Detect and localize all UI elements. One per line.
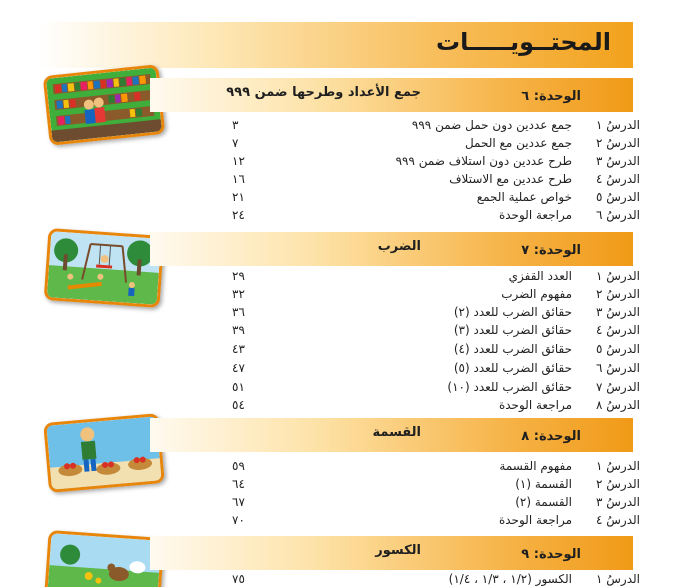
unit-6-lesson-1	[180, 116, 640, 134]
unit-8-lesson-3	[180, 493, 640, 511]
unit-6-name: جمع الأعداد وطرحها ضمن ٩٩٩	[226, 85, 421, 100]
lesson-title: القسمة (٢)	[515, 495, 572, 509]
lesson-title: مراجعة الوحدة	[498, 513, 572, 527]
lesson-number: الدرسُ ٨	[596, 398, 640, 412]
lesson-number: الدرسُ ٣	[596, 495, 640, 509]
unit-7-lesson-2	[180, 285, 640, 303]
lesson-page: ٢٩	[232, 269, 245, 283]
unit-9-header	[150, 536, 633, 570]
unit-7-lesson-3	[180, 303, 640, 321]
lesson-page: ٥٩	[232, 459, 245, 473]
lesson-title: مراجعة الوحدة	[498, 398, 572, 412]
lesson-number: الدرسُ ٥	[596, 190, 640, 204]
lesson-title: جمع عددين دون حمل ضمن ٩٩٩	[411, 118, 572, 132]
lesson-number: الدرسُ ٤	[596, 172, 640, 186]
lesson-number: الدرسُ ١	[596, 118, 640, 132]
lesson-number: الدرسُ ٣	[596, 305, 640, 319]
lesson-number: الدرسُ ٤	[596, 323, 640, 337]
contents-title-bar	[38, 22, 633, 68]
unit-7-header	[150, 232, 633, 266]
unit-7-lesson-7	[180, 378, 640, 396]
unit-8-lesson-2	[180, 475, 640, 493]
unit-8-label: الوحدة: ٨	[521, 429, 581, 444]
lesson-number: الدرسُ ٢	[596, 287, 640, 301]
unit-6-lesson-3	[180, 152, 640, 170]
unit-9-thumbnail	[43, 530, 164, 587]
lesson-title: حقائق الضرب للعدد (١٠)	[447, 380, 572, 394]
unit-7-label: الوحدة: ٧	[521, 243, 581, 258]
lesson-title: مراجعة الوحدة	[498, 208, 572, 222]
unit-9-lesson-1	[180, 570, 640, 587]
lesson-title: مفهوم القسمة	[499, 459, 572, 473]
lesson-page: ٤٣	[232, 342, 245, 356]
lesson-number: الدرسُ ٤	[596, 513, 640, 527]
lesson-title: مفهوم الضرب	[501, 287, 572, 301]
lesson-number: الدرسُ ٢	[596, 477, 640, 491]
unit-6-lesson-5	[180, 188, 640, 206]
lesson-page: ٣٢	[232, 287, 245, 301]
lesson-page: ٢٤	[232, 208, 245, 222]
unit-8-thumbnail	[43, 413, 165, 493]
lesson-title: القسمة (١)	[515, 477, 572, 491]
lesson-number: الدرسُ ٢	[596, 136, 640, 150]
lesson-number: الدرسُ ١	[596, 459, 640, 473]
unit-7-lesson-8	[180, 396, 640, 414]
unit-6-label: الوحدة: ٦	[521, 89, 581, 104]
lesson-title: طرح عددين دون استلاف ضمن ٩٩٩	[395, 154, 572, 168]
lesson-title: حقائق الضرب للعدد (٤)	[453, 342, 572, 356]
unit-6-lesson-4	[180, 170, 640, 188]
unit-6-lesson-2	[180, 134, 640, 152]
unit-9-label: الوحدة: ٩	[521, 547, 581, 562]
lesson-number: الدرسُ ١	[596, 269, 640, 283]
lesson-title: حقائق الضرب للعدد (٢)	[453, 305, 572, 319]
lesson-title: خواص عملية الجمع	[476, 190, 572, 204]
unit-8-header	[150, 418, 633, 452]
lesson-page: ٤٧	[232, 361, 245, 375]
unit-7-lesson-4	[180, 321, 640, 339]
lesson-title: حقائق الضرب للعدد (٥)	[453, 361, 572, 375]
lesson-number: الدرسُ ٣	[596, 154, 640, 168]
lesson-page: ٧٠	[232, 513, 245, 527]
unit-8-lesson-4	[180, 511, 640, 529]
lesson-page: ٥١	[232, 380, 245, 394]
lesson-page: ٣٩	[232, 323, 245, 337]
lesson-title: الكسور (١/٢ ، ١/٣ ، ١/٤)	[448, 572, 572, 586]
unit-7-name: الضرب	[377, 239, 421, 254]
lesson-title: طرح عددين مع الاستلاف	[449, 172, 572, 186]
lesson-number: الدرسُ ١	[596, 572, 640, 586]
unit-7-lesson-6	[180, 359, 640, 377]
unit-7-lesson-1	[180, 267, 640, 285]
lesson-page: ١٢	[232, 154, 245, 168]
lesson-page: ٣٦	[232, 305, 245, 319]
lesson-number: الدرسُ ٧	[596, 380, 640, 394]
unit-7-lesson-5	[180, 340, 640, 358]
unit-6-thumbnail	[43, 64, 166, 146]
lesson-page: ١٦	[232, 172, 245, 186]
unit-7-thumbnail	[44, 228, 165, 308]
lesson-number: الدرسُ ٥	[596, 342, 640, 356]
contents-title: المحتــويـــــات	[435, 28, 611, 56]
lesson-page: ٦٧	[232, 495, 245, 509]
lesson-title: جمع عددين مع الحمل	[464, 136, 572, 150]
lesson-page: ٣	[232, 118, 239, 132]
unit-8-name: القسمة	[372, 425, 421, 440]
lesson-number: الدرسُ ٦	[596, 361, 640, 375]
lesson-page: ٥٤	[232, 398, 245, 412]
unit-8-lesson-1	[180, 457, 640, 475]
unit-6-header	[150, 78, 633, 112]
unit-9-name: الكسور	[375, 543, 421, 558]
unit-6-lesson-6	[180, 206, 640, 224]
lesson-number: الدرسُ ٦	[596, 208, 640, 222]
lesson-page: ٦٤	[232, 477, 245, 491]
lesson-page: ٧٥	[232, 572, 245, 586]
lesson-page: ٢١	[232, 190, 245, 204]
lesson-title: العدد القفزي	[508, 269, 572, 283]
lesson-title: حقائق الضرب للعدد (٣)	[453, 323, 572, 337]
lesson-page: ٧	[232, 136, 239, 150]
